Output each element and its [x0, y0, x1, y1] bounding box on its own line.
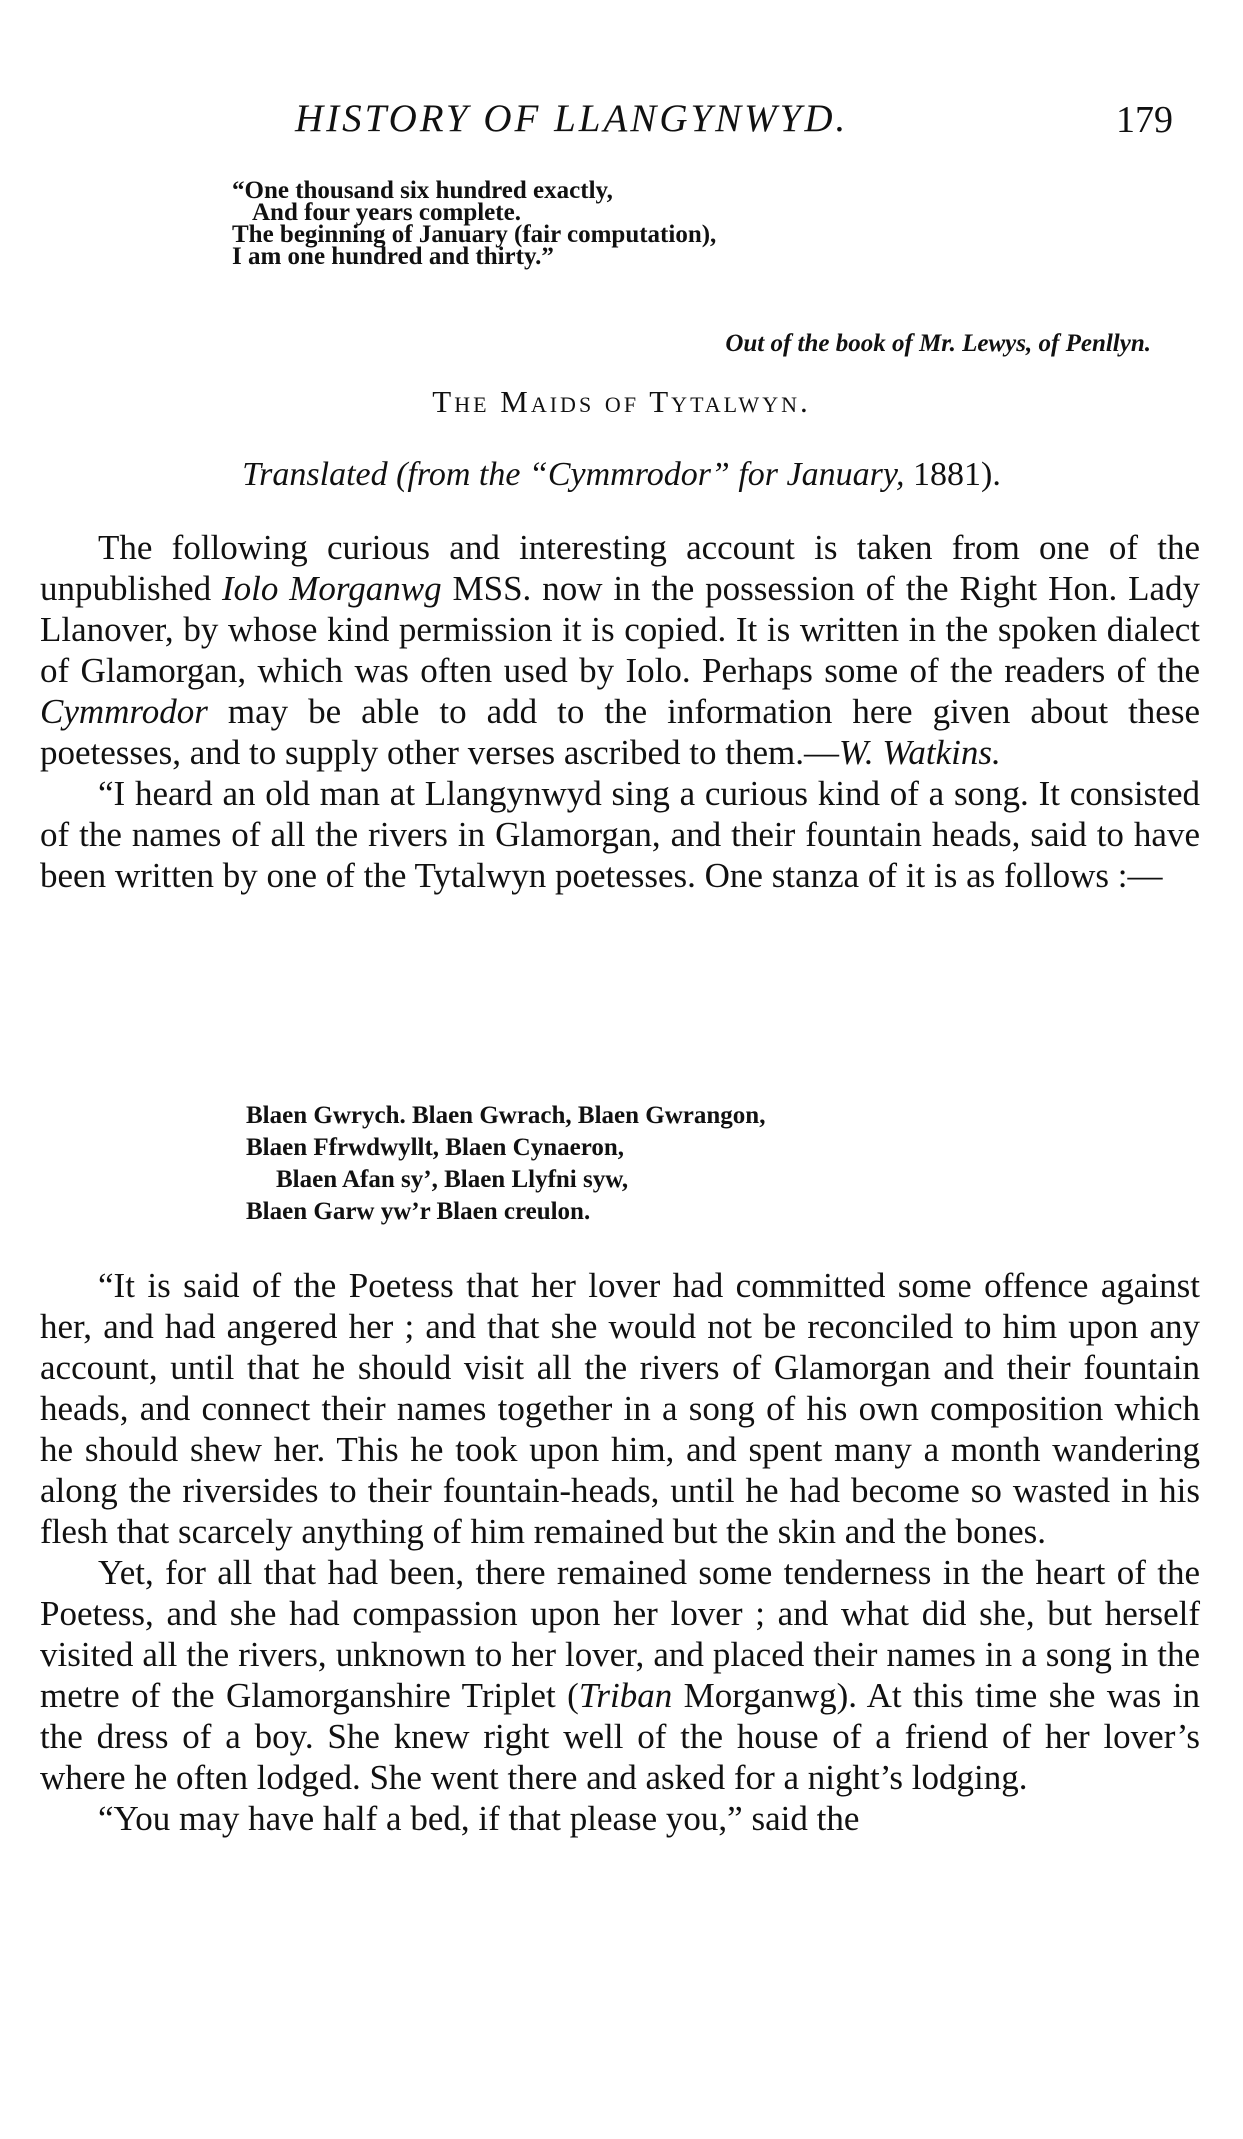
paragraph-text: The following curious and interesting account is taken from one of the unpublished: [40, 528, 1200, 608]
paragraph-text: Yet, for all that had been, there remained some tenderness in the heart of the Poetess, and she had compassion upon her lover ; and what did she, but herself visited all the rivers, unknown to her lover, and placed their names in a song in the metre of the Glamorganshire Triplet (: [40, 1553, 1200, 1715]
verse-line: I am one hundred and thirty.”: [232, 243, 554, 270]
paragraph-italic: Cymmrodor: [40, 692, 208, 731]
translation-note-text: Translated (from the “Cymmrodor” for January,: [242, 456, 905, 493]
stanza-line: Blaen Garw yw’r Blaen creulon.: [246, 1198, 591, 1225]
stanza-line: Blaen Gwrych. Blaen Gwrach, Blaen Gwrangon,: [246, 1102, 766, 1129]
verse-line: And four years complete.: [252, 199, 521, 226]
prose-block-1: [40, 527, 1200, 896]
opening-verse: [232, 177, 717, 270]
paragraph: [40, 1552, 1200, 1798]
paragraph-italic: Triban: [578, 1676, 673, 1715]
paragraph: “You may have half a bed, if that please you,” said the: [98, 1799, 860, 1838]
paragraph-text: may be able to add to the information here given about these poetesses, and to supply other verses ascribed to them.—: [40, 692, 1200, 772]
paragraph-italic: W. Watkins.: [838, 733, 1001, 772]
paragraph: “I heard an old man at Llangynwyd sing a curious kind of a song. It consisted of the names of all the rivers in Glamorgan, and their fountain heads, said to have been written by one of the Tytalwyn poetesses. One stanza of it is as follows :—: [40, 774, 1200, 895]
paragraph-italic: Iolo Morganwg: [222, 569, 442, 608]
paragraph-text: MSS. now in the possession of the Right Hon. Lady Llanover, by whose kind permission it is copied. It is written in the spoken dialect of Glamorgan, which was often used by Iolo. Perhaps some of the readers of the: [40, 569, 1201, 690]
stanza-line: Blaen Ffrwdwyllt, Blaen Cynaeron,: [246, 1134, 625, 1161]
paragraph: [40, 527, 1200, 773]
running-title: HISTORY OF LLANGYNWYD.: [295, 97, 849, 140]
translation-note: [0, 456, 1243, 494]
verse-line: “One thousand six hundred exactly,: [232, 177, 613, 204]
paragraph-text: Morganwg). At this time she was in the dress of a boy. She knew right well of the house of a friend of her lover’s where he often lodged. She went there and asked for a night’s lodging.: [40, 1676, 1200, 1797]
translation-note-year: 1881).: [913, 456, 1001, 493]
prose-block-2: [40, 1265, 1200, 1839]
running-head: [40, 96, 1203, 146]
verse-source-note: Out of the book of Mr. Lewys, of Penllyn.: [725, 330, 1151, 357]
page-number: 179: [1116, 99, 1173, 141]
verse-line: The beginning of January (fair computation),: [232, 221, 717, 248]
stanza-line: Blaen Afan sy’, Blaen Llyfni syw,: [276, 1166, 629, 1193]
section-title: The Maids of Tytalwyn.: [432, 384, 811, 419]
river-stanza: [246, 1100, 765, 1228]
paragraph: “It is said of the Poetess that her lover had committed some offence against her, and had angered her ; and that she would not be reconciled to him upon any account, until that he should visit all the rivers of Glamorgan and their fountain heads, and connect their names together in a song of his own composition which he should shew her. This he took upon him, and spent many a month wandering along the riversides to their fountain-heads, until he had become so wasted in his flesh that scarcely anything of him remained but the skin and the bones.: [40, 1266, 1200, 1551]
